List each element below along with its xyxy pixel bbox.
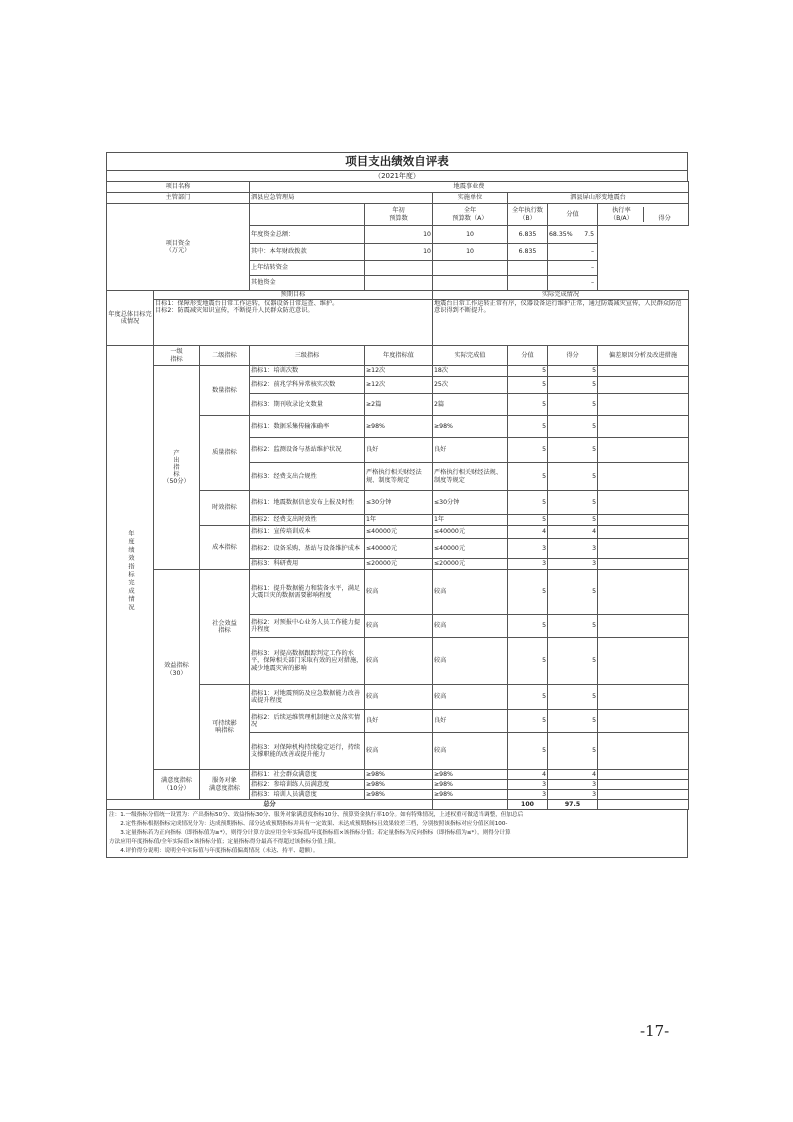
indicator-score: 5 (508, 685, 548, 710)
goals-header-row (107, 291, 689, 300)
perf-h-score: 分值 (508, 346, 548, 366)
indicator-score: 5 (508, 570, 548, 615)
funds-row-label: 上年结转资金 (250, 261, 365, 276)
total-get: 97.5 (548, 800, 598, 810)
perf-h-actual: 实际完成值 (433, 346, 508, 366)
indicator-get: 5 (548, 438, 598, 463)
funds-get: 7.5 (584, 230, 595, 238)
funds-full (433, 276, 508, 291)
indicator-reason (598, 770, 689, 780)
indicator-name: 指标3：培训人员满意度 (250, 790, 365, 800)
indicator-target: ≥12次 (365, 366, 433, 377)
indicator-reason (598, 491, 689, 515)
funds-h-rate: 执行率 （B/A） (600, 207, 643, 221)
funds-exec: 6.835 (508, 226, 548, 244)
sustain-label: 可持续影 响指标 (200, 685, 250, 770)
funds-initial (365, 276, 433, 291)
indicator-actual: ≥98% (433, 780, 508, 790)
goals-h-expected: 预期目标 (154, 291, 433, 300)
cost-label: 成本指标 (200, 526, 250, 570)
page-number: -17- (640, 1022, 670, 1040)
indicator-target: 良好 (365, 438, 433, 463)
indicator-actual: ≥98% (433, 790, 508, 800)
perf-h-target: 年度指标值 (365, 346, 433, 366)
svc-label: 服务对象 满意度指标 (200, 770, 250, 800)
indicator-score: 4 (508, 770, 548, 780)
indicator-score: 5 (508, 615, 548, 638)
indicator-get: 3 (548, 780, 598, 790)
funds-h-initial: 年初 预算数 (365, 204, 433, 226)
dept-value: 泗县应急管理局 (250, 193, 433, 204)
indicator-score: 5 (508, 638, 548, 685)
indicator-name: 指标3：科研费用 (250, 559, 365, 570)
indicator-score: 5 (508, 394, 548, 416)
goals-h-actual: 实际完成情况 (433, 291, 689, 300)
funds-initial: 10 (365, 244, 433, 261)
funds-h-full: 全年 预算数（A） (433, 204, 508, 226)
indicator-reason (598, 559, 689, 570)
indicator-get: 5 (548, 733, 598, 770)
indicator-name: 指标1：地震数据信息发布上报及时性 (250, 491, 365, 515)
indicator-name: 指标1：宣传培训成本 (250, 526, 365, 539)
project-name-value: 地震事业费 (250, 182, 689, 193)
indicator-target: ≥2篇 (365, 394, 433, 416)
indicator-score: 3 (508, 790, 548, 800)
indicator-name: 指标3：对保障机构持续稳定运行，持续支撑职能的改善或提升能力 (250, 733, 365, 770)
sheet-year: （2021年度） (106, 170, 688, 181)
indicator-get: 3 (548, 790, 598, 800)
indicator-row (107, 770, 689, 780)
goals-actual: 地震台日常工作运转正常有序，仪器设备运行维护正常，通过防震减灾宣传，人民群众防范意识得到不断提升。 (433, 300, 689, 346)
total-row (107, 800, 689, 810)
indicator-target: 1年 (365, 515, 433, 526)
indicator-target: 较高 (365, 570, 433, 615)
indicator-name: 指标2：监测设备与基站维护状况 (250, 438, 365, 463)
perf-h-l3: 三级指标 (250, 346, 365, 366)
note-line: 4.评价得分说明：说明全年实际值与年度指标值偏离情况（未达、持平、超额）。 (109, 848, 319, 854)
indicator-reason (598, 685, 689, 710)
funds-h-rate-get (598, 204, 689, 226)
note-line: 注：1.一级指标分值统一设置为：产出指标50分、效益指标30分、服务对象满意度指标10分、预算资金执行率10分。如有特殊情况，上述权重可做适当调整，但加总后 (109, 812, 524, 818)
funds-h-score: 分值 (548, 204, 598, 226)
funds-full: 10 (433, 244, 508, 261)
indicator-get: 5 (548, 515, 598, 526)
funds-exec (508, 276, 548, 291)
indicator-actual: 良好 (433, 438, 508, 463)
indicator-target: ≥12次 (365, 377, 433, 394)
total-label: 总分 (107, 800, 433, 810)
project-name-row (107, 182, 689, 193)
indicator-name: 指标3：对提高数据跟踪判定工作的水平，保障相关部门采取有效的应对措施，减少地震灾害的影响 (250, 638, 365, 685)
funds-exec: 6.835 (508, 244, 548, 261)
perf-h-reason: 偏差原因分析及改进措施 (598, 346, 689, 366)
indicator-reason (598, 615, 689, 638)
indicator-target: ≤40000元 (365, 539, 433, 559)
funds-initial: 10 (365, 226, 433, 244)
funds-get: – (591, 264, 595, 272)
goals-row (107, 300, 689, 346)
indicator-score: 5 (508, 463, 548, 491)
indicator-actual: 较高 (433, 638, 508, 685)
indicator-target: 较高 (365, 733, 433, 770)
indicator-actual: ≤20000元 (433, 559, 508, 570)
indicator-target: ≤40000元 (365, 526, 433, 539)
indicator-name: 指标1：社会群众满意度 (250, 770, 365, 780)
total-score: 100 (508, 800, 548, 810)
perf-h-l2: 二级指标 (200, 346, 250, 366)
indicator-target: ≥98% (365, 770, 433, 780)
indicator-name: 指标2：设备采购、基站与设备维护成本 (250, 539, 365, 559)
indicator-actual: ≤40000元 (433, 539, 508, 559)
impl-label: 实施单位 (433, 193, 508, 204)
funds-get: – (591, 279, 595, 287)
note-line: 方法应用年度指标值/全年实际值×该指标分值；定量指标得分最高不得超过该指标分值上限。 (109, 839, 340, 845)
funds-corner (250, 204, 365, 226)
indicator-reason (598, 733, 689, 770)
indicator-get: 5 (548, 463, 598, 491)
indicator-name: 指标2：前兆学科异常核实次数 (250, 377, 365, 394)
indicator-name: 指标1：数据采集传输准确率 (250, 416, 365, 438)
indicator-get: 3 (548, 559, 598, 570)
indicator-reason (598, 416, 689, 438)
indicator-actual: 较高 (433, 570, 508, 615)
indicator-get: 3 (548, 539, 598, 559)
funds-row-label: 年度资金总额： (250, 226, 365, 244)
indicator-reason (598, 438, 689, 463)
sat-label: 满意度指标 （10分） (154, 770, 200, 800)
dept-label: 主管部门 (107, 193, 250, 204)
indicator-reason (598, 790, 689, 800)
indicator-reason (598, 570, 689, 615)
indicator-name: 指标2：经费支出时效性 (250, 515, 365, 526)
qty-label: 数量指标 (200, 366, 250, 416)
indicator-score: 3 (508, 559, 548, 570)
social-label: 社会效益 指标 (200, 570, 250, 685)
indicator-actual: ≤40000元 (433, 526, 508, 539)
effect-label: 效益指标 （30） (154, 570, 200, 770)
perf-h-get: 得分 (548, 346, 598, 366)
indicator-score: 5 (508, 438, 548, 463)
indicator-get: 5 (548, 570, 598, 615)
indicator-actual: 25次 (433, 377, 508, 394)
indicator-score: 5 (508, 416, 548, 438)
total-blank (433, 800, 508, 810)
indicator-target: 较高 (365, 685, 433, 710)
funds-header-row (107, 204, 689, 226)
indicator-actual: 1年 (433, 515, 508, 526)
indicator-get: 5 (548, 491, 598, 515)
dept-row (107, 193, 689, 204)
funds-h-exec: 全年执行数（B） (508, 204, 548, 226)
funds-h-get: 得分 (658, 214, 671, 222)
indicator-reason (598, 638, 689, 685)
indicator-get: 4 (548, 770, 598, 780)
note-line: 3.定量指标若为正向指标（即指标值为≥*），则得分计算方法应用全年实际值/年度指标值×该指标分值；若定量指标为反向指标（即指标值为≤*），则得分计算 (109, 830, 511, 836)
funds-label: 项目资金 （万元） (107, 204, 250, 291)
project-name-label: 项目名称 (107, 182, 250, 193)
indicator-name: 指标1：提升数据能力和装备水平，满足大震巨灾的数据需要影响程度 (250, 570, 365, 615)
indicator-name: 指标3：经费支出合规性 (250, 463, 365, 491)
impl-value: 泗县屏山形变地震台 (508, 193, 689, 204)
evaluation-table (106, 181, 689, 810)
indicator-get: 5 (548, 638, 598, 685)
funds-row-label: 其他资金 (250, 276, 365, 291)
indicator-actual: 较高 (433, 733, 508, 770)
indicator-target: ≤30分钟 (365, 491, 433, 515)
indicator-name: 指标2：后续运维管理机制建立及落实情况 (250, 710, 365, 733)
indicator-name: 指标2：参培训练人员满意度 (250, 780, 365, 790)
indicator-score: 5 (508, 377, 548, 394)
notes (106, 810, 688, 858)
indicator-target: ≥98% (365, 416, 433, 438)
indicator-actual: 严格执行相关财经法规、制度等规定 (433, 463, 508, 491)
indicator-reason (598, 526, 689, 539)
funds-get: – (591, 248, 595, 256)
indicator-actual: 较高 (433, 685, 508, 710)
indicator-name: 指标2：对预报中心业务人员工作能力提升程度 (250, 615, 365, 638)
indicator-name: 指标1：对地震预防及应急数据能力改善或提升程度 (250, 685, 365, 710)
indicator-name: 指标1：培训次数 (250, 366, 365, 377)
indicator-name: 指标3：期刊收录论文数量 (250, 394, 365, 416)
sheet-title: 项目支出绩效自评表 (106, 152, 688, 170)
funds-get (548, 261, 598, 276)
note-line: 2.定性指标根据指标完成情况分为：达成预期指标、部分达成预期指标并具有一定效果、未达成预期指标且效果较差三档，分别按照该指标对应分值区间100- (109, 821, 508, 827)
indicator-reason (598, 515, 689, 526)
indicator-actual: ≤30分钟 (433, 491, 508, 515)
indicator-get: 5 (548, 416, 598, 438)
funds-get (548, 276, 598, 291)
indicator-get: 4 (548, 526, 598, 539)
indicator-get: 5 (548, 710, 598, 733)
indicator-reason (598, 780, 689, 790)
funds-rate: 68.35% (549, 230, 573, 238)
indicator-score: 4 (508, 526, 548, 539)
funds-full (433, 261, 508, 276)
indicator-score: 5 (508, 515, 548, 526)
indicator-actual: 2篇 (433, 394, 508, 416)
indicator-reason (598, 710, 689, 733)
indicator-score: 3 (508, 539, 548, 559)
total-reason (598, 800, 689, 810)
indicator-get: 5 (548, 615, 598, 638)
goals-label: 年度总体目标完成情况 (107, 291, 154, 346)
funds-full: 10 (433, 226, 508, 244)
indicator-actual: 较高 (433, 615, 508, 638)
indicator-score: 5 (508, 733, 548, 770)
funds-get (548, 244, 598, 261)
indicator-target: 良好 (365, 710, 433, 733)
evaluation-sheet (106, 152, 688, 858)
indicator-reason (598, 366, 689, 377)
indicator-target: ≥98% (365, 790, 433, 800)
indicator-score: 5 (508, 491, 548, 515)
indicator-get: 5 (548, 394, 598, 416)
qual-label: 质量指标 (200, 416, 250, 491)
indicator-actual: 18次 (433, 366, 508, 377)
indicator-target: 较高 (365, 615, 433, 638)
indicator-score: 5 (508, 366, 548, 377)
indicator-reason (598, 539, 689, 559)
indicator-target: 严格执行相关财经法规、制度等规定 (365, 463, 433, 491)
perf-label-text: 年度绩效指标完成情况 (126, 529, 134, 612)
indicator-target: ≥98% (365, 780, 433, 790)
goals-expected: 目标1：保障形变地震台日常工作运转，仪器设备日常巡查、维护。 目标2：防震减灾知识宣传，不断提升人民群众防范意识。 (154, 300, 433, 346)
indicator-target: ≤20000元 (365, 559, 433, 570)
indicator-reason (598, 394, 689, 416)
indicator-actual: ≥98% (433, 416, 508, 438)
indicator-score: 5 (508, 710, 548, 733)
indicator-score: 3 (508, 780, 548, 790)
indicator-row (107, 366, 689, 377)
funds-row-label: 其中：本年财政拨款 (250, 244, 365, 261)
output-label: 产 出 指 标 （50分） (154, 366, 200, 570)
indicator-actual: 良好 (433, 710, 508, 733)
perf-h-l1: 一级 指标 (154, 346, 200, 366)
perf-label (107, 346, 154, 800)
indicator-row (107, 570, 689, 615)
indicator-actual: ≥98% (433, 770, 508, 780)
indicator-get: 5 (548, 366, 598, 377)
time-label: 时效指标 (200, 491, 250, 526)
perf-header-row (107, 346, 689, 366)
indicator-target: 较高 (365, 638, 433, 685)
indicator-reason (598, 463, 689, 491)
funds-exec (508, 261, 548, 276)
indicator-get: 5 (548, 685, 598, 710)
funds-initial (365, 261, 433, 276)
funds-get (548, 226, 598, 244)
indicator-reason (598, 377, 689, 394)
indicator-get: 5 (548, 377, 598, 394)
